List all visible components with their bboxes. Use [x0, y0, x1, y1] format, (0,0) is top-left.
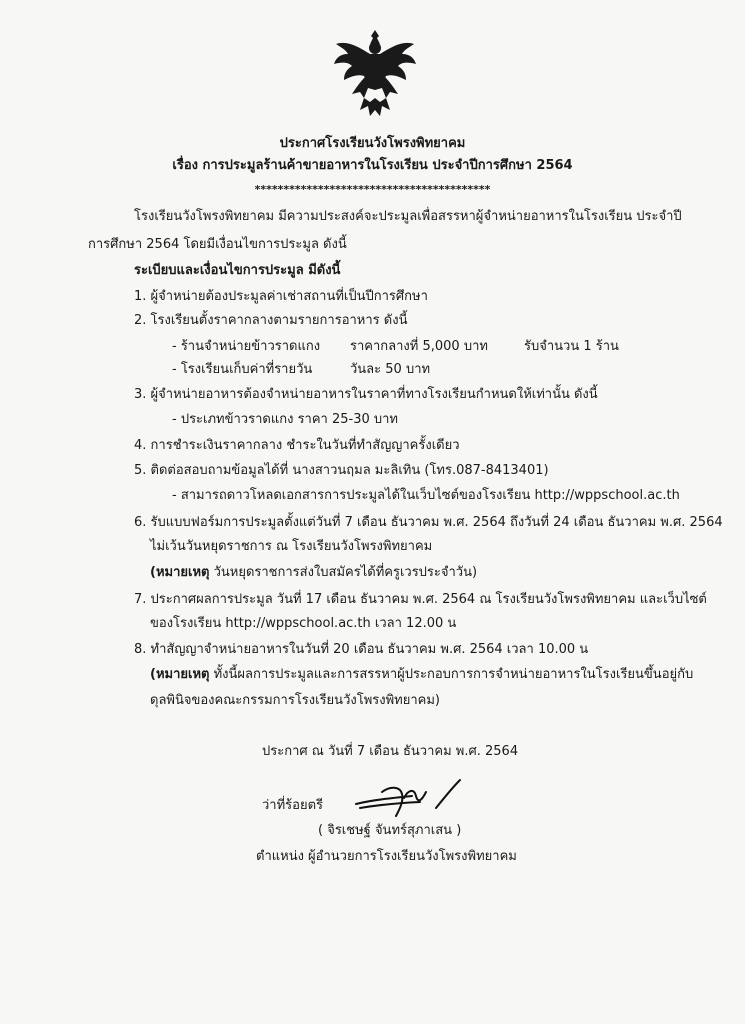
rule-item-3a: - ประเภทข้าวราดแกง ราคา 25-30 บาท	[172, 412, 399, 427]
rule-item-1: 1. ผู้จำหน่ายต้องประมูลค่าเช่าสถานที่เป็นปีการศึกษา	[134, 289, 428, 304]
note-label: (หมายเหตุ	[150, 565, 210, 580]
note-text: วันหยุดราชการส่งใบสมัครได้ที่ครูเวรประจำวัน)	[209, 565, 478, 580]
rules-heading: ระเบียบและเงื่อนไขการประมูล มีดังนี้	[134, 263, 341, 278]
note-text: ทั้งนี้ผลการประมูลและการสรรหาผู้ประกอบการการจำหน่ายอาหารในโรงเรียนขึ้นอยู่กับ	[209, 667, 694, 682]
signature-icon	[352, 778, 464, 818]
rule-item-2b-price: วันละ 50 บาท	[350, 362, 431, 377]
rule-item-5: 5. ติดต่อสอบถามข้อมูลได้ที่ นางสาวนฤมล มะลิเทิน (โทร.087-8413401)	[134, 463, 549, 478]
divider-asterisks: *****************************************	[254, 183, 491, 196]
garuda-emblem-icon	[330, 26, 420, 122]
signer-name: ( จิรเชษฐ์ จันทร์สุภาเสน )	[318, 823, 462, 838]
signer-position: ตำแหน่ง ผู้อำนวยการโรงเรียนวังโพรงพิทยาคม	[256, 849, 517, 864]
rule-item-6-line-2: ไม่เว้นวันหยุดราชการ ณ โรงเรียนวังโพรงพิทยาคม	[150, 539, 433, 554]
announcement-subject: เรื่อง การประมูลร้านค้าขายอาหารในโรงเรียน ประจำปีการศึกษา 2564	[172, 158, 573, 173]
rule-item-2b-label: - โรงเรียนเก็บค่าที่รายวัน	[172, 362, 313, 377]
rule-item-4: 4. การชำระเงินราคากลาง ชำระในวันที่ทำสัญญาครั้งเดียว	[134, 438, 460, 453]
announce-date: ประกาศ ณ วันที่ 7 เดือน ธันวาคม พ.ศ. 2564	[262, 744, 519, 759]
rule-item-2a-price: ราคากลางที่ 5,000 บาท	[350, 339, 488, 354]
rule-item-7-line-1: 7. ประกาศผลการประมูล วันที่ 17 เดือน ธันวาคม พ.ศ. 2564 ณ โรงเรียนวังโพรงพิทยาคม และเว็บไซต์	[134, 592, 707, 607]
announcement-title: ประกาศโรงเรียนวังโพรงพิทยาคม	[279, 136, 466, 151]
rule-item-2a-count: รับจำนวน 1 ร้าน	[524, 339, 619, 354]
rule-item-3: 3. ผู้จำหน่ายอาหารต้องจำหน่ายอาหารในราคาที่ทางโรงเรียนกำหนดให้เท่านั้น ดังนี้	[134, 387, 598, 402]
rule-item-2: 2. โรงเรียนตั้งราคากลางตามรายการอาหาร ดังนี้	[134, 313, 408, 328]
rule-item-6-line-1: 6. รับแบบฟอร์มการประมูลตั้งแต่วันที่ 7 เดือน ธันวาคม พ.ศ. 2564 ถึงวันที่ 24 เดือน ธันวาคม พ.ศ. 2564	[134, 515, 723, 530]
intro-line-2: การศึกษา 2564 โดยมีเงื่อนไขการประมูล ดังนี้	[88, 237, 347, 252]
rule-item-7-line-2: ของโรงเรียน http://wppschool.ac.th เวลา 12.00 น	[150, 616, 457, 631]
intro-line-1: โรงเรียนวังโพรงพิทยาคม มีความประสงค์จะประมูลเพื่อสรรหาผู้จำหน่ายอาหารในโรงเรียน ประจำปี	[134, 209, 682, 224]
rule-item-6-note	[150, 564, 477, 582]
rule-item-5a: - สามารถดาวโหลดเอกสารการประมูลได้ในเว็บไซต์ของโรงเรียน http://wppschool.ac.th	[172, 488, 680, 503]
rule-item-8-note	[150, 666, 693, 684]
acting-rank: ว่าที่ร้อยตรี	[262, 798, 324, 813]
rule-item-2a-label: - ร้านจำหน่ายข้าวราดแกง	[172, 339, 321, 354]
rule-item-8-note-line-2: ดุลพินิจของคณะกรรมการโรงเรียนวังโพรงพิทยาคม)	[150, 693, 440, 708]
rule-item-8: 8. ทำสัญญาจำหน่ายอาหารในวันที่ 20 เดือน ธันวาคม พ.ศ. 2564 เวลา 10.00 น	[134, 642, 589, 657]
note-label: (หมายเหตุ	[150, 667, 210, 682]
